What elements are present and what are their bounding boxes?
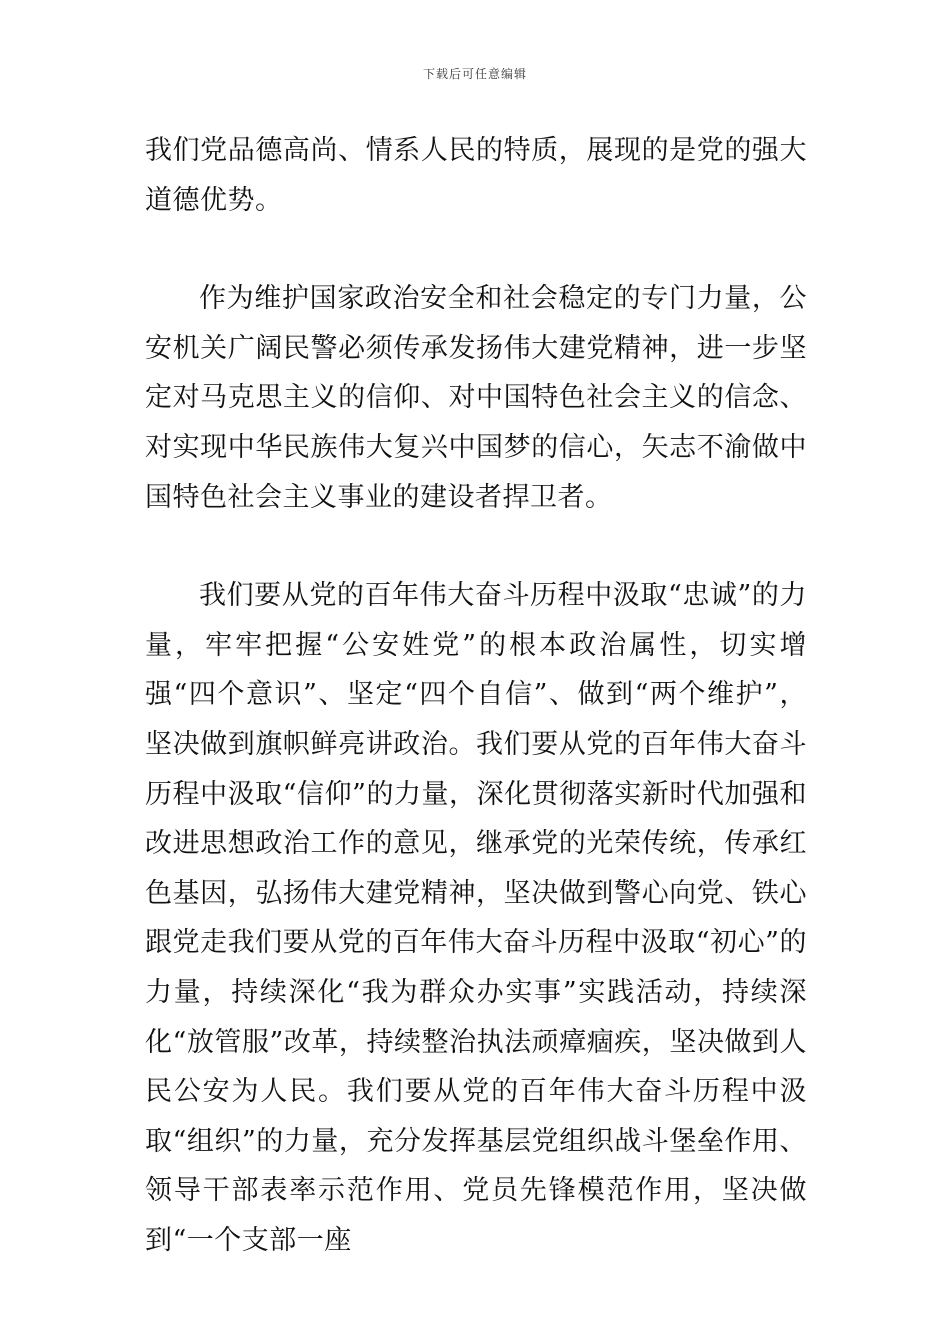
document-body [145,126,807,1265]
paragraph-1: 我们党品德高尚、情系人民的特质，展现的是党的强大道德优势。 [145,135,807,216]
paragraph-3: 我们要从党的百年伟大奋斗历程中汲取“忠诚”的力量，牢牢把握“公安姓党”的根本政治属性，切实增强“四个意识”、坚定“四个自信”、做到“两个维护”，坚决做到旗帜鲜亮讲政治。我们要从党的百年伟大奋斗历程中汲取“信仰”的力量，深化贯彻落实新时代加强和改进思想政治工作的意见，继承党的光荣传统，传承红色基因，弘扬伟大建党精神，坚决做到警心向党、铁心跟党走我们要从党的百年伟大奋斗历程中汲取“初心”的力量，持续深化“我为群众办实事”实践活动，持续深化“放管服”改革，持续整治执法顽瘴痼疾，坚决做到人民公安为人民。我们要从党的百年伟大奋斗历程中汲取“组织”的力量，充分发挥基层党组织战斗堡垒作用、领导干部表率示范作用、党员先锋模范作用，坚决做到“一个支部一座 [145,580,807,1256]
header-note: 下载后可任意编辑 [422,67,527,81]
paragraph-2: 作为维护国家政治安全和社会稳定的专门力量，公安机关广阔民警必须传承发扬伟大建党精神，进一步坚定对马克思主义的信仰、对中国特色社会主义的信念、对实现中华民族伟大复兴中国梦的信心，矢志不渝做中国特色社会主义事业的建设者捍卫者。 [145,283,807,513]
